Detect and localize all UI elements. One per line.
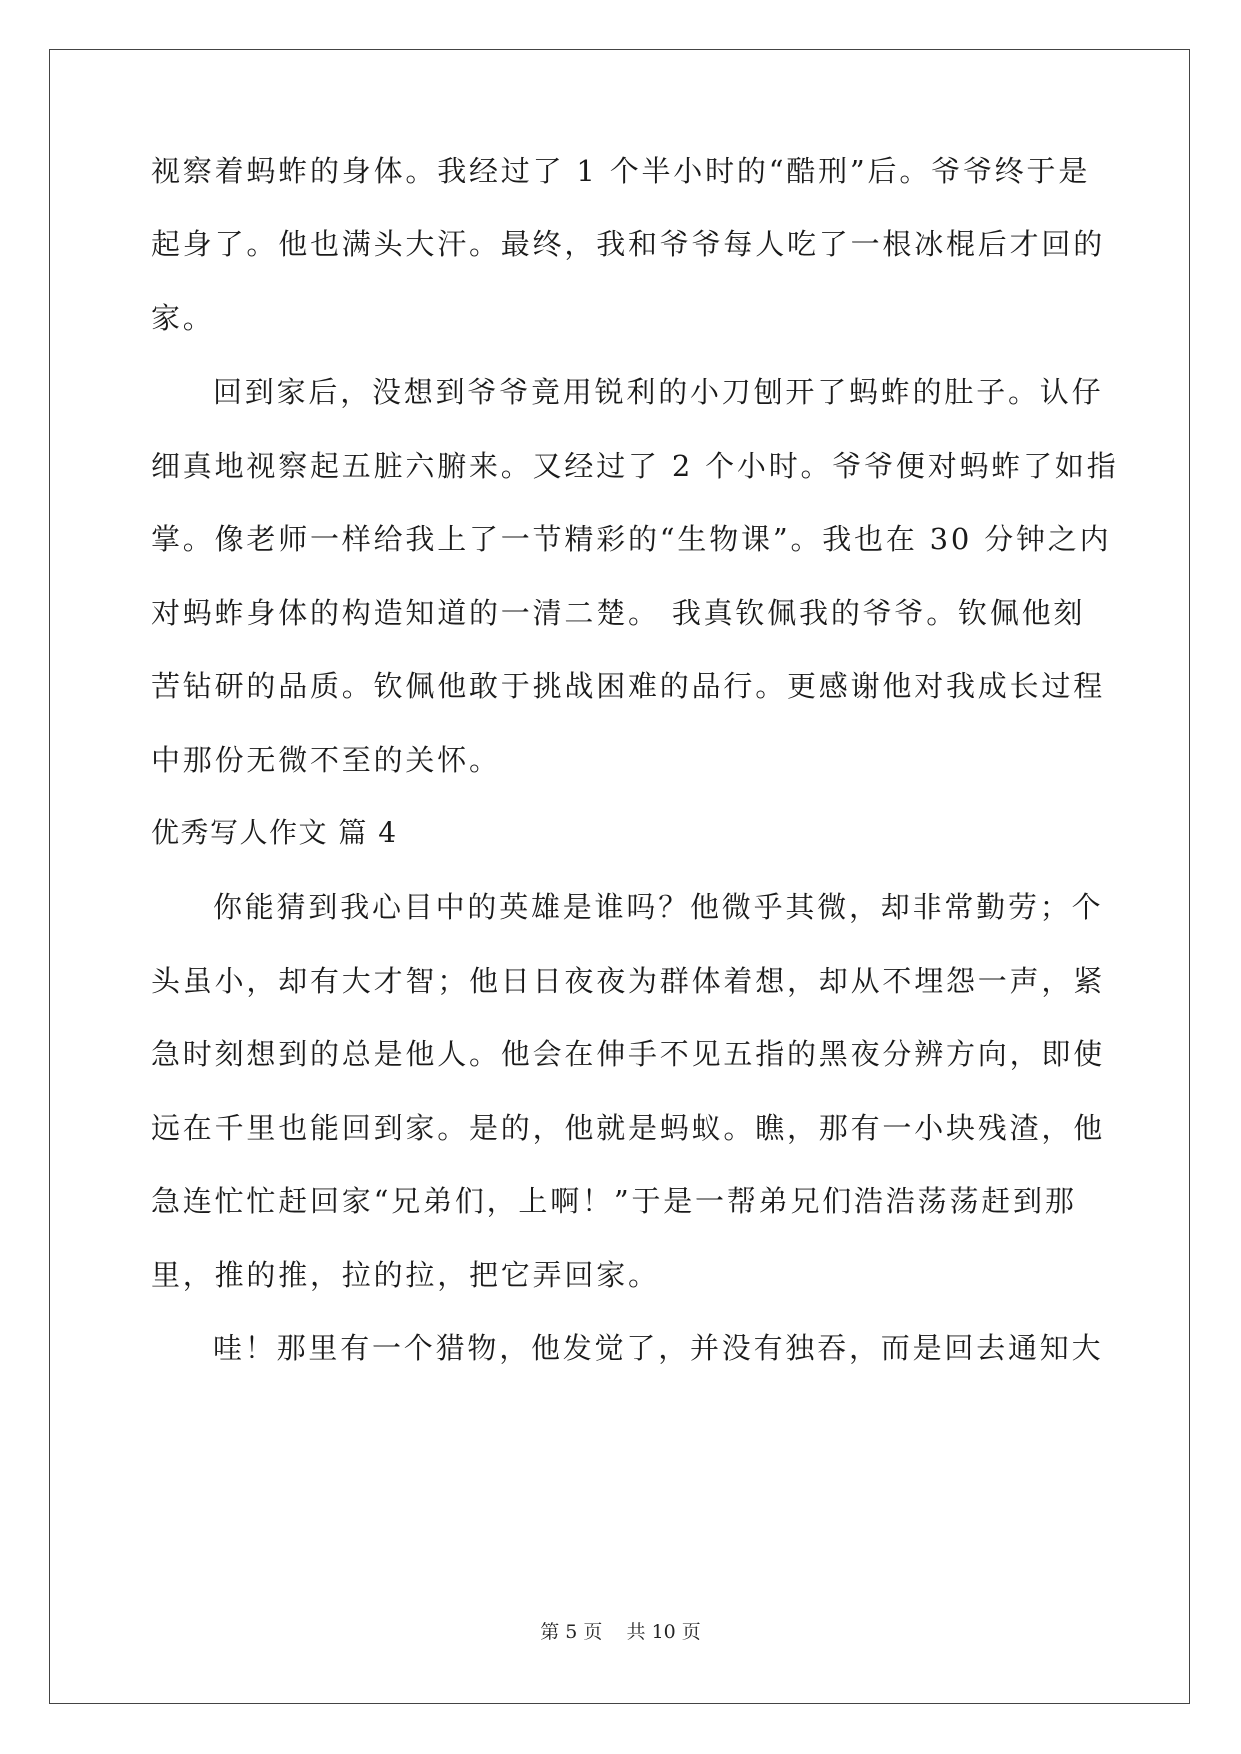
text-line: 中那份无微不至的关怀。: [151, 743, 501, 777]
text-line: 掌。像老师一样给我上了一节精彩的“生物课”。我也在 30 分钟之内: [151, 522, 1112, 556]
text-line: 急时刻想到的总是他人。他会在伸手不见五指的黑夜分辨方向，即使: [151, 1037, 1106, 1071]
paragraph-start-line: 回到家后，没想到爷爷竟用锐利的小刀刨开了蚂蚱的肚子。认仔: [213, 375, 1104, 409]
text-line: 远在千里也能回到家。是的，他就是蚂蚁。瞧，那有一小块残渣，他: [151, 1111, 1106, 1145]
text-line: 急连忙忙赶回家“兄弟们，上啊！”于是一帮弟兄们浩浩荡荡赶到那: [151, 1184, 1077, 1218]
text-line: 细真地视察起五脏六腑来。又经过了 2 个小时。爷爷便对蚂蚱了如指: [151, 449, 1119, 483]
text-line: 视察着蚂蚱的身体。我经过了 1 个半小时的“酷刑”后。爷爷终于是: [151, 154, 1091, 188]
paragraph-start-line: 哇！那里有一个猎物，他发觉了，并没有独吞，而是回去通知大: [213, 1331, 1104, 1365]
text-line: 对蚂蚱身体的构造知道的一清二楚。 我真钦佩我的爷爷。钦佩他刻: [151, 596, 1086, 630]
text-line: 头虽小，却有大才智；他日日夜夜为群体着想，却从不埋怨一声，紧: [151, 964, 1106, 998]
page-number-footer: 第 5 页 共 10 页: [540, 1621, 701, 1643]
page-border: [49, 49, 1190, 1704]
text-line: 里，推的推，拉的拉，把它弄回家。: [151, 1258, 660, 1292]
text-line: 起身了。他也满头大汗。最终，我和爷爷每人吃了一根冰棍后才回的: [151, 227, 1106, 261]
paragraph-start-line: 你能猜到我心目中的英雄是谁吗？他微乎其微，却非常勤劳；个: [213, 890, 1104, 924]
text-line: 家。: [151, 301, 215, 335]
section-heading: 优秀写人作文 篇 4: [151, 816, 398, 849]
text-line: 苦钻研的品质。钦佩他敢于挑战困难的品行。更感谢他对我成长过程: [151, 669, 1106, 703]
